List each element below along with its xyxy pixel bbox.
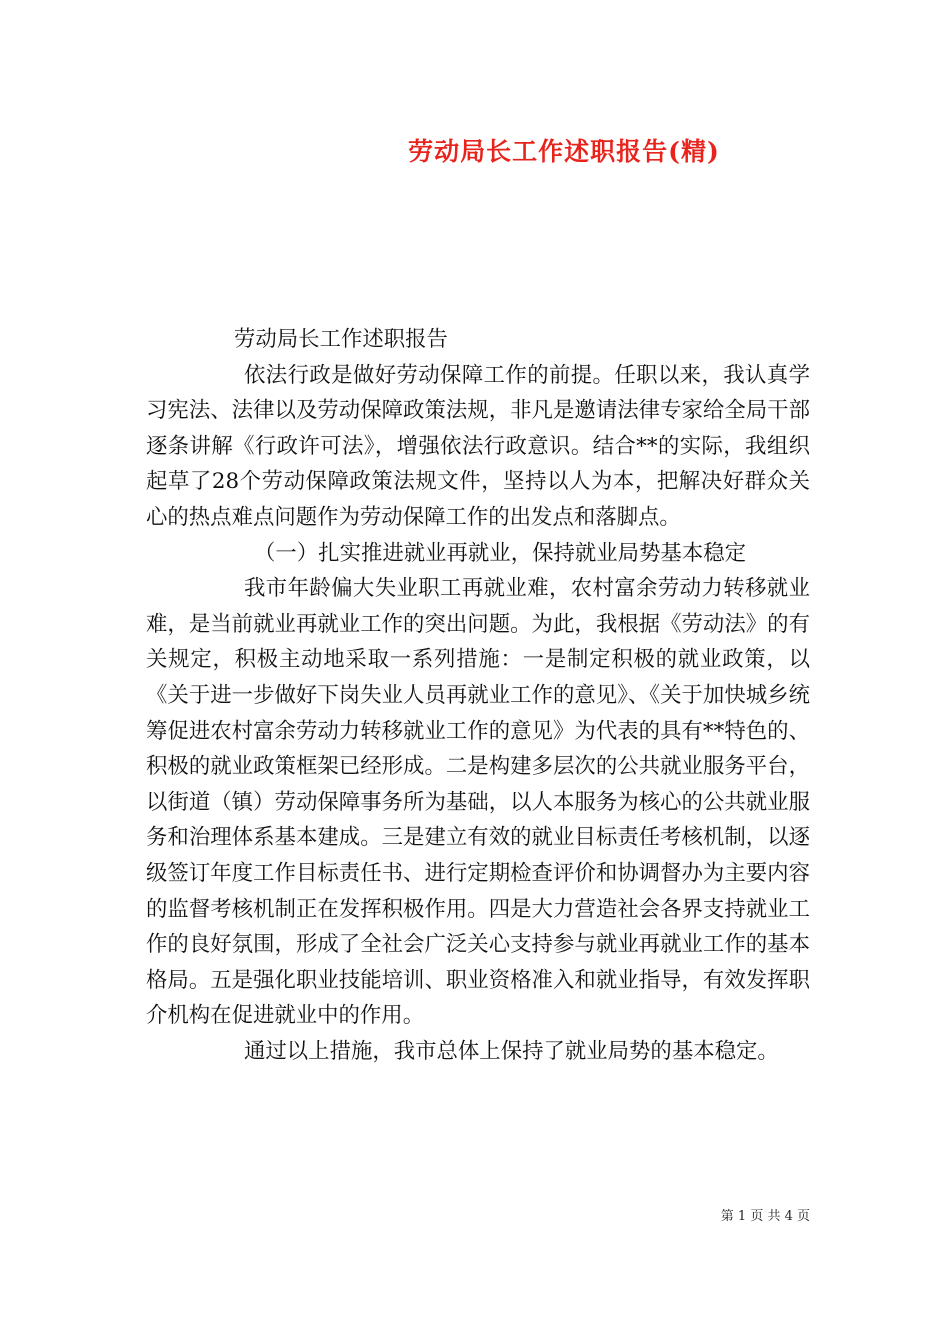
body-paragraph: 依法行政是做好劳动保障工作的前提。任职以来，我认真学习宪法、法律以及劳动保障政策法规，非凡是邀请法律专家给全局干部逐条讲解《行政许可法》，增强依法行政意识。结合**的实际，我组织起草了28个劳动保障政策法规文件，坚持以人为本，把解决好群众关心的热点难点问题作为劳动保障工作的出发点和落脚点。	[146, 362, 810, 530]
body-paragraph: 通过以上措施，我市总体上保持了就业局势的基本稳定。	[244, 1038, 779, 1064]
page-number-footer: 第 1 页 共 4 页	[720, 1209, 810, 1224]
document-subtitle: 劳动局长工作述职报告	[234, 327, 448, 352]
body-paragraph: 我市年龄偏大失业职工再就业难，农村富余劳动力转移就业难，是当前就业再就业工作的突出问题。为此，我根据《劳动法》的有关规定，积极主动地采取一系列措施：一是制定积极的就业政策，以《关于进一步做好下岗失业人员再就业工作的意见》、《关于加快城乡统筹促进农村富余劳动力转移就业工作的意见》为代表的具有**特色的、积极的就业政策框架已经形成。二是构建多层次的公共就业服务平台，以街道（镇）劳动保障事务所为基础，以人本服务为核心的公共就业服务和治理体系基本建成。三是建立有效的就业目标责任考核机制，以逐级签订年度工作目标责任书、进行定期检查评价和协调督办为主要内容的监督考核机制正在发挥积极作用。四是大力营造社会各界支持就业工作的良好氛围，形成了全社会广泛关心支持参与就业再就业工作的基本格局。五是强化职业技能培训、职业资格准入和就业指导，有效发挥职介机构在促进就业中的作用。	[146, 576, 810, 1029]
document-body	[146, 322, 810, 1069]
section-heading: （一）扎实推进就业再就业，保持就业局势基本稳定	[254, 540, 746, 566]
document-title: 劳动局长工作述职报告(精)	[408, 137, 720, 166]
